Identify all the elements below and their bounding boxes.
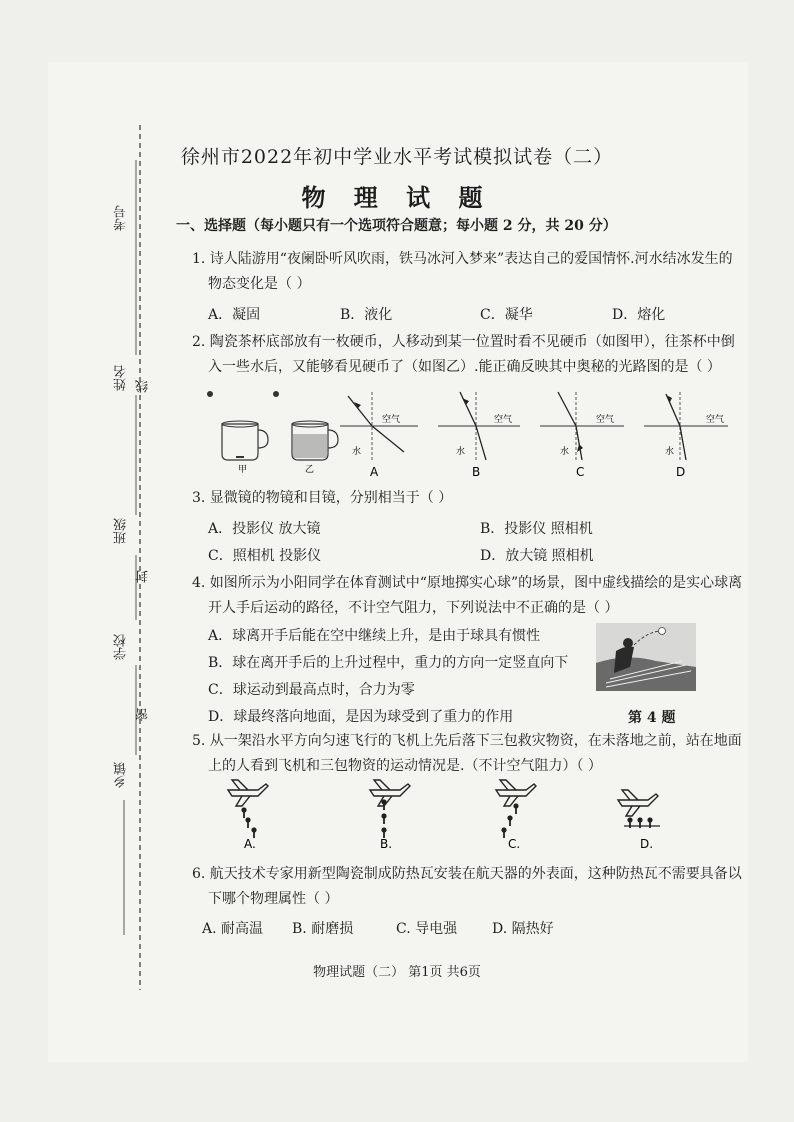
q1-option-a: A．凝固 xyxy=(208,307,261,323)
q4-option-a: A．球离开手后能在空中继续上升，是由于球具有惯性 xyxy=(208,628,541,644)
subject-title: 物 理 试 题 xyxy=(301,183,493,212)
q5-label-b: B. xyxy=(380,837,393,851)
seal-label: 封 xyxy=(136,570,151,583)
q3-option-c: C．照相机 投影仪 xyxy=(208,548,322,564)
q6-option-c: C. 导电强 xyxy=(396,921,458,937)
air-label-a: 空气 xyxy=(382,415,401,425)
secret-label: 密 xyxy=(136,708,151,721)
q5-label-d: D. xyxy=(640,837,654,851)
question-2-line-1: 2. 陶瓷茶杯底部放有一枚硬币，人移动到某一位置时看不见硬币（如图甲），往茶杯中倒 xyxy=(192,334,735,350)
water-label-b: 水 xyxy=(456,447,466,457)
question-2-line-2: 入一些水后，又能够看见硬币了（如图乙）.能正确反映其中奥秘的光路图的是（ ） xyxy=(208,359,721,375)
q1-option-d: D．熔化 xyxy=(612,307,666,323)
class-label: 班级 xyxy=(114,518,129,544)
school-label: 学校 xyxy=(114,634,129,660)
question-1-line-1: 1. 诗人陆游用“夜阑卧听风吹雨，铁马冰河入梦来”表达自己的爱国情怀.河水结冰发生的 xyxy=(192,251,733,267)
q3-option-d: D．放大镜 照相机 xyxy=(480,548,594,564)
q6-option-d: D. 隔热好 xyxy=(492,921,554,937)
q2-figure xyxy=(200,382,740,482)
q1-option-c: C．凝华 xyxy=(480,307,533,323)
cup-jia-illustration xyxy=(207,391,268,460)
town-label: 乡镇 xyxy=(114,762,129,788)
light-path-d xyxy=(644,392,728,460)
light-path-b xyxy=(438,392,520,460)
q3-option-a: A．投影仪 放大镜 xyxy=(208,521,321,537)
q6-option-b: B. 耐磨损 xyxy=(292,921,354,937)
q5-label-a: A. xyxy=(244,837,256,851)
option-b-plane-drop xyxy=(370,780,410,838)
air-label-d: 空气 xyxy=(706,415,725,425)
air-label-c: 空气 xyxy=(596,415,615,425)
q5-figure xyxy=(220,776,690,856)
light-path-c xyxy=(540,392,624,460)
fig-label-c: C xyxy=(576,465,585,479)
q6-option-a: A. 耐高温 xyxy=(202,921,264,937)
q5-label-c: C. xyxy=(508,837,521,851)
q1-option-b: B．液化 xyxy=(340,307,393,323)
q4-option-c: C．球运动到最高点时，合力为零 xyxy=(208,682,415,698)
water-label-d: 水 xyxy=(665,447,675,457)
fig-label-d: D xyxy=(676,465,686,479)
question-1-line-2: 物态变化是（ ） xyxy=(208,276,311,292)
section-heading: 一、选择题（每小题只有一个选项符合题意；每小题 2 分，共 20 分） xyxy=(176,218,617,234)
question-6-line-2: 下哪个物理属性（ ） xyxy=(208,891,339,907)
question-5-line-1: 5. 从一架沿水平方向匀速飞行的飞机上先后落下三包救灾物资，在未落地之前，站在地面 xyxy=(192,733,742,749)
question-6-line-1: 6. 航天技术专家用新型陶瓷制成防热瓦安装在航天器的外表面，这种防热瓦不需要具备以 xyxy=(192,866,742,882)
fig-label-jia: 甲 xyxy=(238,465,248,475)
fig-label-b: B xyxy=(472,465,481,479)
name-label: 姓名 xyxy=(114,365,129,391)
q4-option-b: B．球在离开手后的上升过程中，重力的方向一定竖直向下 xyxy=(208,655,569,671)
option-c-plane-drop xyxy=(496,780,536,838)
water-label-a: 水 xyxy=(352,447,362,457)
figure-4-caption: 第 4 题 xyxy=(628,710,676,726)
q4-option-d: D．球最终落向地面，是因为球受到了重力的作用 xyxy=(208,709,514,725)
question-5-line-2: 上的人看到飞机和三包物资的运动情况是.（不计空气阻力）（ ） xyxy=(208,758,602,774)
fig-label-yi: 乙 xyxy=(305,465,315,475)
question-4-line-2: 开人手后运动的路径，不计空气阻力，下列说法中不正确的是（ ） xyxy=(208,600,619,616)
cup-yi-illustration xyxy=(273,391,338,460)
option-a-plane-drop xyxy=(228,780,268,838)
fig-label-a: A xyxy=(370,465,379,479)
question-4-line-1: 4. 如图所示为小阳同学在体育测试中“原地掷实心球”的场景，图中虚线描绘的是实心球离 xyxy=(192,575,743,591)
water-label-c: 水 xyxy=(560,447,570,457)
option-d-plane-drop xyxy=(618,790,660,828)
seal-line-label: 线 xyxy=(136,380,151,393)
air-label-b: 空气 xyxy=(494,415,513,425)
question-3-line-1: 3. 显微镜的物镜和目镜，分别相当于（ ） xyxy=(192,490,453,506)
shot-put-photo xyxy=(596,623,696,691)
exam-title: 徐州市2022年初中学业水平考试模拟试卷（二） xyxy=(180,146,614,168)
page-footer: 物理试题（二） 第1页 共6页 xyxy=(313,965,481,980)
exam-number-label: 考号 xyxy=(114,205,129,231)
q3-option-b: B．投影仪 照相机 xyxy=(480,521,593,537)
